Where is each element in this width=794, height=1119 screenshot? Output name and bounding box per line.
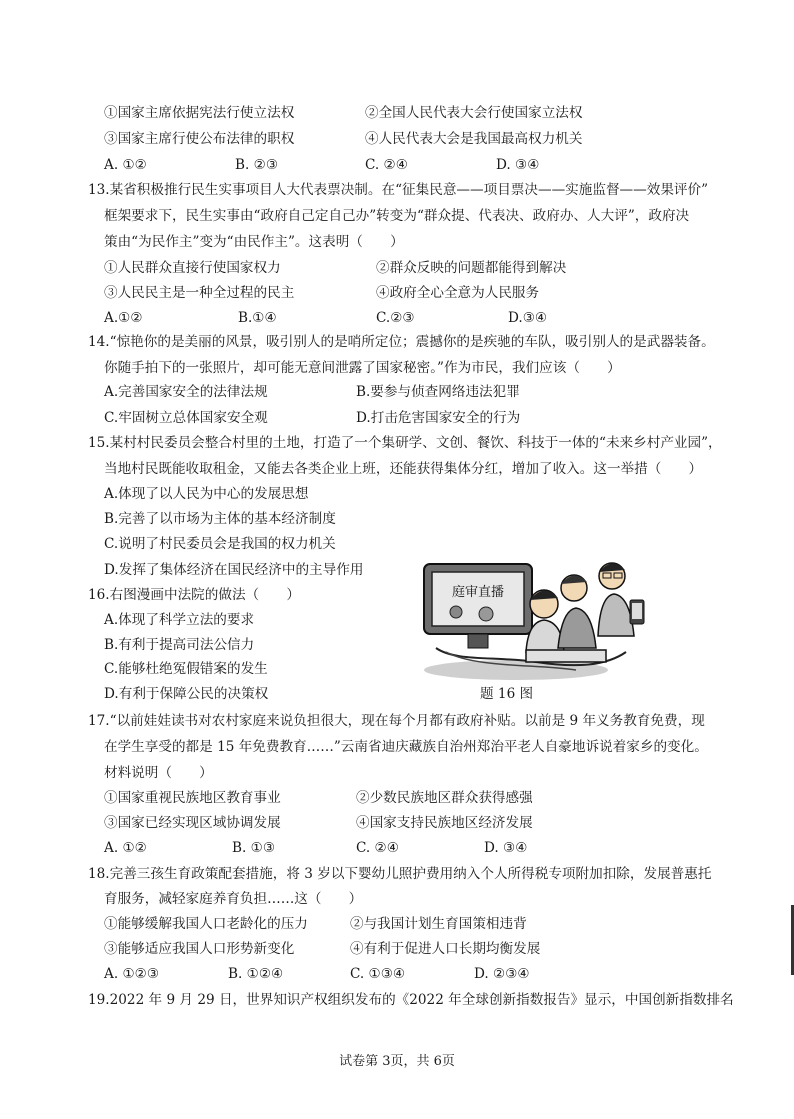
- q17-choice-c: C. ②④: [356, 840, 399, 856]
- q12-option-4: ④人民代表大会是我国最高权力机关: [365, 131, 583, 147]
- q14-option-b: B.要参与侦查网络违法犯罪: [356, 384, 520, 400]
- q19-stem-line-1: 19.2022 年 9 月 29 日，世界知识产权组织发布的《2022 年全球创新指数报告》显示，中国创新指数排名: [88, 992, 734, 1008]
- q18-choice-c: C. ①③④: [350, 966, 406, 982]
- q18-option-4: ④有利于促进人口长期均衡发展: [350, 941, 541, 957]
- q17-choice-d: D. ③④: [484, 840, 528, 856]
- screen-text: 庭审直播: [451, 585, 505, 600]
- q16-stem: 16.右图漫画中法院的做法（ ）: [88, 587, 300, 603]
- q18-choice-b: B. ①②④: [228, 966, 284, 982]
- q15-option-c: C.说明了村民委员会是我国的权力机关: [104, 536, 336, 552]
- q13-stem-line-2: 框架要求下，民生实事由“政府自己定自己办”转变为“群众提、代表决、政府办、人大评”，政府决: [104, 208, 690, 224]
- q13-stem-line-1: 13.某省积极推行民生实事项目人大代表票决制。在“征集民意——项目票决——实施监督——效果评价”: [88, 182, 709, 198]
- q12-option-3: ③国家主席行使公布法律的职权: [104, 131, 295, 147]
- q17-choice-a: A. ①②: [104, 840, 147, 856]
- q12-choice-b: B. ②③: [235, 157, 279, 173]
- q13-option-4: ④政府全心全意为人民服务: [376, 285, 540, 301]
- q13-option-3: ③人民民主是一种全过程的民主: [104, 285, 295, 301]
- q13-choice-c: C.②③: [376, 310, 415, 326]
- q13-option-1: ①人民群众直接行使国家权力: [104, 260, 281, 276]
- q16-option-c: C.能够杜绝冤假错案的发生: [104, 661, 268, 677]
- page-footer: 试卷第 3页，共 6页: [339, 1054, 455, 1069]
- q15-option-a: A.体现了以人民为中心的发展思想: [104, 486, 309, 502]
- q14-option-d: D.打击危害国家安全的行为: [356, 410, 521, 426]
- q12-choice-d: D. ③④: [496, 157, 540, 173]
- q13-choice-d: D.③④: [508, 310, 548, 326]
- q14-option-c: C.牢固树立总体国家安全观: [104, 410, 268, 426]
- q15-option-d: D.发挥了集体经济在国民经济中的主导作用: [104, 562, 364, 578]
- q17-stem-line-1: 17.“以前娃娃读书对农村家庭来说负担很大，现在每个月都有政府补贴。以前是 9 年义务教育免费，现: [88, 713, 705, 729]
- q14-stem-line-2: 你随手拍下的一张照片，却可能无意间泄露了国家秘密。”作为市民，我们应该（ ）: [104, 360, 621, 376]
- q13-choice-b: B.①④: [238, 310, 277, 326]
- q18-choice-d: D. ②③④: [474, 966, 530, 982]
- q17-choice-b: B. ①③: [232, 840, 276, 856]
- q18-option-3: ③能够适应我国人口形势新变化: [104, 941, 295, 957]
- q13-option-2: ②群众反映的问题都能得到解决: [376, 260, 567, 276]
- q12-choice-c: C. ②④: [365, 157, 408, 173]
- q18-stem-line-1: 18.完善三孩生育政策配套措施，将 3 岁以下婴幼儿照护费用纳入个人所得税专项附加扣除，发展普惠托: [88, 866, 712, 882]
- cartoon-illustration: [416, 552, 666, 684]
- q12-choice-a: A. ①②: [104, 157, 147, 173]
- q18-option-1: ①能够缓解我国人口老龄化的压力: [104, 916, 308, 932]
- q18-choice-a: A. ①②③: [104, 966, 160, 982]
- q17-option-2: ②少数民族地区群众获得感强: [356, 790, 533, 806]
- q17-option-3: ③国家已经实现区域协调发展: [104, 815, 281, 831]
- q16-option-d: D.有利于保障公民的决策权: [104, 686, 269, 702]
- q17-option-4: ④国家支持民族地区经济发展: [356, 815, 533, 831]
- q14-option-a: A.完善国家安全的法律法规: [104, 384, 268, 400]
- q16-option-a: A.体现了科学立法的要求: [104, 612, 255, 628]
- q18-stem-line-2: 育服务，减轻家庭养育负担……这（ ）: [104, 891, 363, 907]
- q17-stem-line-2: 在学生享受的都是 15 年免费教育……”云南省迪庆藏族自治州郑治平老人自豪地诉说着家乡的变化。: [104, 739, 708, 755]
- q14-stem-line-1: 14.“惊艳你的是美丽的风景，吸引别人的是哨所定位；震撼你的是疾驰的车队，吸引别人的是武器装备。: [88, 334, 715, 350]
- figure-caption: 题 16 图: [480, 686, 534, 702]
- q13-choice-a: A.①②: [104, 310, 143, 326]
- q12-option-2: ②全国人民代表大会行使国家立法权: [365, 105, 583, 121]
- q16-option-b: B.有利于提高司法公信力: [104, 637, 255, 653]
- q13-stem-line-3: 策由“为民作主”变为“由民作主”。这表明（ ）: [104, 234, 404, 250]
- q17-option-1: ①国家重视民族地区教育事业: [104, 790, 281, 806]
- q15-option-b: B.完善了以市场为主体的基本经济制度: [104, 511, 336, 527]
- q15-stem-line-1: 15.某村村民委员会整合村里的土地，打造了一个集研学、文创、餐饮、科技于一体的“未来乡村产业园”，: [88, 435, 722, 451]
- q18-option-2: ②与我国计划生育国策相违背: [350, 916, 527, 932]
- q15-stem-line-2: 当地村民既能收取租金，又能去各类企业上班，还能获得集体分红，增加了收入。这一举措（ ）: [104, 461, 703, 477]
- q12-option-1: ①国家主席依据宪法行使立法权: [104, 105, 295, 121]
- q17-stem-line-3: 材料说明（ ）: [104, 765, 213, 781]
